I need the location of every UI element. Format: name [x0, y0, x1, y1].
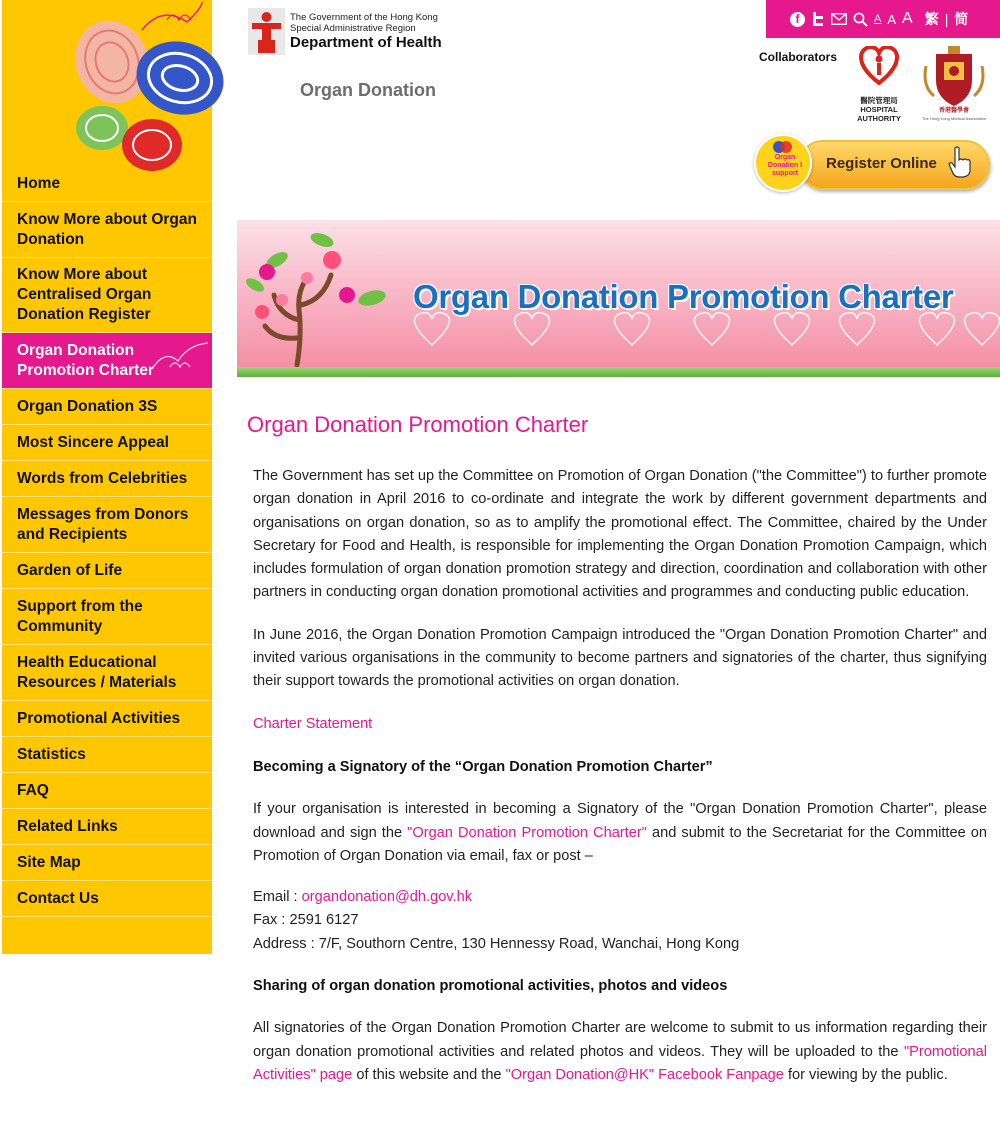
sidebar-item-site-map[interactable]	[2, 845, 212, 881]
site-name: Organ Donation	[300, 80, 436, 100]
sidebar-item-label: Know More about Organ Donation	[17, 210, 197, 248]
fingerprint-heart-logo	[2, 0, 232, 180]
sharing-text-2: of this website and the	[352, 1066, 506, 1083]
becoming-text-before: If your organisation is interested in becoming a Signatory of the "Organ Donation Promotion Charter", please download and sign the	[253, 801, 987, 841]
email-link[interactable]: organdonation@dh.gov.hk	[301, 889, 472, 906]
gov-line-2: Special Administrative Region	[290, 23, 416, 34]
sidebar-item-label: Messages from Donors and Recipients	[17, 505, 189, 543]
sharing-text-3: for viewing by the public.	[783, 1066, 948, 1083]
charter-statement-link[interactable]: Charter Statement	[253, 715, 373, 732]
search-icon[interactable]	[853, 12, 868, 27]
sidebar-item-messages-donors-recipients[interactable]	[2, 497, 212, 553]
sidebar-item-label: Statistics	[17, 745, 86, 763]
organ-donation-support-badge	[754, 134, 812, 192]
sidebar-item-statistics[interactable]	[2, 737, 212, 773]
gov-line-1: The Government of the Hong Kong	[290, 12, 438, 23]
address-line	[253, 933, 987, 956]
banner-grass	[237, 367, 1000, 377]
love-script-icon	[150, 339, 210, 379]
lang-traditional-chinese-link[interactable]: 繁	[924, 11, 939, 27]
intro-paragraph: The Government has set up the Committee on Promotion of Organ Donation ("the Committee") to further promote organ donation in April 2016 to co-ordinate and integrate the work by different government departments and organisations on organ donation, so as to amplify the promotional effect. The Committee, chaired by the Under Secretary for Food and Health, is responsible for implementing the Organ Donation Promotion Campaign, which includes formulation of organ donation promotion strategy and direction, coordination and collaboration with other partners in conducting organ donation promotional activities and programmes and conducting public education.	[253, 468, 987, 601]
sidebar	[2, 0, 212, 954]
collaborators-label: Collaborators	[759, 50, 838, 64]
sidebar-item-label: Promotional Activities	[17, 709, 181, 727]
sidebar-item-organ-donation-3s[interactable]	[2, 389, 212, 425]
hkma-english-name: The Hong Kong Medical Association	[921, 116, 987, 121]
sidebar-item-know-more-organ-donation[interactable]	[2, 202, 212, 258]
sidebar-item-label: Contact Us	[17, 889, 99, 907]
support-heart-icon	[772, 140, 794, 154]
department-of-health-logo[interactable]	[248, 8, 458, 58]
sidebar-item-words-from-celebrities[interactable]	[2, 461, 212, 497]
page-title: Organ Donation Promotion Charter	[247, 412, 589, 437]
ha-line-1: HOSPITAL	[860, 105, 898, 114]
facebook-fanpage-link[interactable]: "Organ Donation@HK" Facebook Fanpage	[505, 1066, 784, 1083]
pointing-hand-icon	[948, 146, 972, 178]
twitter-icon[interactable]	[811, 11, 825, 27]
hkma-chinese-name: 香港醫學會	[938, 108, 969, 114]
sidebar-item-related-links[interactable]	[2, 809, 212, 845]
sidebar-item-support-community[interactable]	[2, 589, 212, 645]
department-name: Department of Health	[290, 34, 442, 51]
utility-toolbar	[766, 0, 1000, 38]
sharing-paragraph	[253, 1017, 987, 1087]
becoming-signatory-heading: Becoming a Signatory of the “Organ Donation Promotion Charter”	[253, 758, 713, 775]
fax-line	[253, 909, 987, 932]
fax-label: Fax :	[253, 912, 290, 929]
sidebar-nav	[2, 166, 212, 917]
fax-value: 2591 6127	[289, 912, 359, 929]
sharing-heading: Sharing of organ donation promotional activities, photos and videos	[253, 978, 728, 995]
sidebar-item-label: Site Map	[17, 853, 81, 871]
sidebar-item-label: Support from the Community	[17, 597, 143, 635]
support-badge-text: Organ Donation I support	[767, 154, 803, 177]
font-size-medium-button[interactable]: A	[887, 11, 897, 27]
hospital-authority-heart-icon	[859, 46, 899, 86]
hospital-authority-text	[848, 96, 910, 123]
sidebar-item-label: Words from Celebrities	[17, 469, 188, 487]
sidebar-item-label: Home	[17, 174, 61, 192]
email-icon[interactable]	[831, 13, 847, 25]
sidebar-item-label: Most Sincere Appeal	[17, 433, 169, 451]
address-label: Address :	[253, 935, 319, 952]
sidebar-item-promotional-activities[interactable]	[2, 701, 212, 737]
sidebar-item-garden-of-life[interactable]	[2, 553, 212, 589]
becoming-signatory-paragraph	[253, 798, 987, 868]
address-value: 7/F, Southorn Centre, 130 Hennessy Road, Wanchai, Hong Kong	[318, 935, 740, 952]
government-label	[290, 12, 438, 34]
sidebar-item-label: FAQ	[17, 781, 49, 799]
sidebar-item-centralised-register[interactable]	[2, 258, 212, 333]
sidebar-item-promotion-charter[interactable]	[2, 333, 212, 389]
facebook-icon[interactable]: f	[790, 12, 805, 27]
email-line	[253, 886, 987, 909]
lang-separator: |	[944, 11, 949, 27]
sidebar-item-health-educational-resources[interactable]	[2, 645, 212, 701]
sidebar-item-faq[interactable]	[2, 773, 212, 809]
sidebar-item-label: Organ Donation Promotion Charter	[17, 341, 154, 379]
email-label: Email :	[253, 889, 302, 906]
charter-download-link[interactable]: "Organ Donation Promotion Charter"	[407, 824, 647, 841]
sidebar-item-label: Garden of Life	[17, 561, 123, 579]
contact-details	[253, 886, 987, 956]
ha-line-2: AUTHORITY	[857, 114, 901, 123]
sharing-text-1: All signatories of the Organ Donation Promotion Charter are welcome to submit to us information regarding their organ donation promotional activities and related photos and videos. They will be uploaded to the	[253, 1020, 987, 1060]
doh-emblem-icon	[248, 8, 285, 55]
charter-intro-paragraph: In June 2016, the Organ Donation Promotion Campaign introduced the "Organ Donation Promotion Charter" and invited various organisations in the community to become partners and signatories of the charter, thus signifying their support towards the promotional activities on organ donation.	[253, 626, 987, 690]
sidebar-item-label: Related Links	[17, 817, 118, 835]
hong-kong-medical-association-logo[interactable]	[920, 46, 988, 128]
register-online-label: Register Online	[826, 155, 937, 172]
promotional-activities-page-link[interactable]: "Promotional Activities" page	[253, 1043, 987, 1083]
banner-title: Organ Donation Promotion Charter	[413, 278, 954, 315]
becoming-text-after: and submit to the Secretariat for the Committee on Promotion of Organ Donation via email, fax or post –	[253, 824, 987, 864]
hospital-authority-logo[interactable]	[848, 46, 910, 128]
sidebar-item-most-sincere-appeal[interactable]	[2, 425, 212, 461]
sidebar-item-label: Health Educational Resources / Materials	[17, 653, 177, 691]
sidebar-item-home[interactable]	[2, 166, 212, 202]
font-size-small-button[interactable]: A	[874, 13, 882, 25]
sidebar-item-label: Organ Donation 3S	[17, 397, 158, 415]
sidebar-item-contact-us[interactable]	[2, 881, 212, 917]
sidebar-item-label: Know More about Centralised Organ Donation Register	[17, 266, 152, 323]
hkma-crest-icon	[920, 46, 988, 110]
charter-banner	[237, 220, 1000, 377]
main-content	[253, 465, 987, 1087]
ha-chinese-name: 醫院管理局	[860, 96, 898, 105]
font-size-large-button[interactable]: A	[902, 10, 913, 27]
lang-simplified-chinese-link[interactable]: 简	[954, 11, 969, 27]
register-online-button[interactable]	[754, 132, 994, 194]
